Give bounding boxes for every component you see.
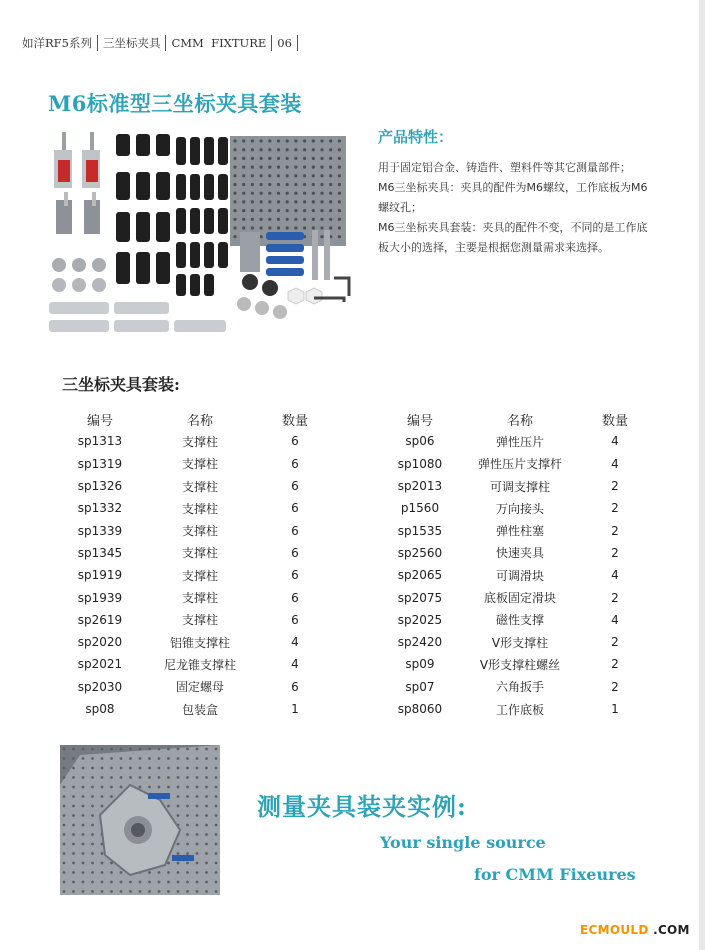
part-name: 支撑柱 [181,501,218,516]
part-quantity: 2 [611,501,619,516]
table-row [380,586,650,608]
part-code: sp2560 [397,545,443,560]
header-qty: 数量 [601,413,628,429]
slogan-line-1: Your single source [380,833,546,852]
site-watermark [580,923,690,937]
slogan-line-2: for CMM Fixeures [474,865,636,884]
part-code: sp2030 [77,679,123,694]
part-name: 包装盒 [181,702,218,717]
part-name: 万向接头 [495,501,544,516]
product-kit-illustration [44,122,354,342]
part-quantity: 2 [611,479,619,494]
features-description [378,158,658,258]
part-code: sp2075 [397,590,443,605]
part-name: V形支撑柱螺丝 [479,657,561,672]
part-name: 快速夹具 [495,546,544,561]
feature-line: M6三坐标夹具套装：夹具的配件不变，不同的是工作底板大小的选择，主要是根据您测量需求来选择。 [378,221,648,254]
part-code: sp1326 [77,479,123,494]
part-name: 底板固定滑块 [483,591,556,606]
header-name: 名称 [186,413,213,429]
part-name: 可调滑块 [495,568,544,583]
header-divider [297,35,298,51]
part-quantity: 6 [291,456,299,471]
part-code: p1560 [400,501,440,516]
table-row [60,475,330,497]
part-code: sp1313 [77,434,123,449]
main-title: M6标准型三坐标夹具套装 [48,91,302,116]
part-code: sp08 [85,702,115,716]
part-name: 弹性压片支撑杆 [477,457,562,472]
part-name: 支撑柱 [181,479,218,494]
header-qty: 数量 [281,413,308,429]
part-name: 可调支撑柱 [489,479,550,494]
part-name: 尼龙锥支撑柱 [163,657,236,672]
table-row [380,475,650,497]
part-quantity: 4 [611,434,619,449]
feature-line: 用于固定铝合金、铸造件、塑料件等其它测量部件； [378,161,631,174]
watermark-brand: ECMOULD [580,923,649,937]
table-row [380,453,650,475]
part-name: 固定螺母 [175,680,224,695]
features-title: 产品特性： [378,128,454,146]
part-name: 铝锥支撑柱 [169,635,230,650]
parts-table-left [60,408,330,720]
table-header-row [60,408,330,430]
part-code: sp1939 [77,590,123,605]
part-code: sp07 [405,679,435,694]
table-row [60,430,330,452]
header-code: 编号 [86,413,113,429]
header-page-number: 06 [277,36,292,50]
part-quantity: 2 [611,679,619,694]
table-row [380,519,650,541]
part-code: sp2025 [397,612,443,627]
part-quantity: 2 [611,590,619,605]
part-code: sp1919 [77,568,123,583]
part-code: sp1345 [77,545,123,560]
table-row [60,564,330,586]
parts-table-right [380,408,650,720]
table-row [380,653,650,675]
part-quantity: 6 [291,434,299,449]
part-name: 磁性支撑 [495,613,544,628]
part-code: sp1339 [77,523,123,538]
table-row [60,519,330,541]
part-quantity: 4 [291,657,299,672]
part-code: sp09 [405,657,435,672]
part-quantity: 4 [611,568,619,583]
part-code: sp2020 [77,635,123,650]
example-section-title: 测量夹具装夹实例: [257,792,467,821]
table-row [60,676,330,698]
part-code: sp2420 [397,635,443,650]
product-kit-photo [44,122,354,342]
table-row [60,698,330,720]
part-name: 工作底板 [495,702,544,717]
part-name: 支撑柱 [181,546,218,561]
part-name: 支撑柱 [181,591,218,606]
fixture-example-photo [60,745,220,895]
table-row [60,586,330,608]
part-quantity: 6 [291,523,299,538]
table-row [60,631,330,653]
table-row [380,430,650,452]
part-code: sp8060 [397,702,443,716]
table-row [60,542,330,564]
part-code: sp1535 [397,523,443,538]
table-row [380,542,650,564]
page-header [18,30,298,56]
table-row [60,653,330,675]
part-quantity: 2 [611,545,619,560]
part-quantity: 6 [291,479,299,494]
part-quantity: 1 [291,702,299,716]
header-category: 三坐标夹具 [102,36,161,50]
part-quantity: 2 [611,523,619,538]
table-row [60,453,330,475]
table-row [380,497,650,519]
part-quantity: 2 [611,635,619,650]
part-quantity: 6 [291,501,299,516]
part-quantity: 6 [291,590,299,605]
table-row [60,497,330,519]
part-name: 六角扳手 [495,680,544,695]
table-row [380,698,650,720]
part-code: sp1332 [77,501,123,516]
part-quantity: 2 [611,657,619,672]
part-quantity: 6 [291,568,299,583]
part-name: V形支撑柱 [491,635,549,650]
part-name: 弹性柱塞 [495,524,544,539]
part-code: sp2619 [77,612,123,627]
part-code: sp2065 [397,568,443,583]
part-quantity: 6 [291,612,299,627]
part-quantity: 4 [291,635,299,650]
part-quantity: 4 [611,612,619,627]
table-row [60,609,330,631]
part-quantity: 4 [611,456,619,471]
part-quantity: 1 [611,702,619,716]
header-name: 名称 [506,413,533,429]
table-row [380,676,650,698]
part-name: 支撑柱 [181,568,218,583]
part-name: 支撑柱 [181,613,218,628]
header-series: 如洋RF5系列 [22,36,92,50]
part-name: 支撑柱 [181,457,218,472]
part-code: sp2021 [77,657,123,672]
part-quantity: 6 [291,545,299,560]
table-row [380,609,650,631]
part-code: sp1080 [397,456,443,471]
watermark-domain: .COM [648,923,690,937]
table-row [380,631,650,653]
table-row [380,564,650,586]
table-header-row [380,408,650,430]
part-name: 支撑柱 [181,434,218,449]
part-code: sp2013 [397,479,443,494]
part-name: 弹性压片 [495,434,544,449]
header-english: CMM FIXTURE [171,36,267,50]
part-name: 支撑柱 [181,524,218,539]
feature-line: M6三坐标夹具：夹具的配件为M6螺纹，工作底板为M6螺纹孔； [378,181,648,214]
part-code: sp1319 [77,456,123,471]
kit-section-title: 三坐标夹具套装: [62,375,180,394]
part-quantity: 6 [291,679,299,694]
part-code: sp06 [405,434,435,449]
fixture-example-illustration [60,745,220,895]
page-edge-shadow [699,0,705,950]
header-code: 编号 [406,413,433,429]
